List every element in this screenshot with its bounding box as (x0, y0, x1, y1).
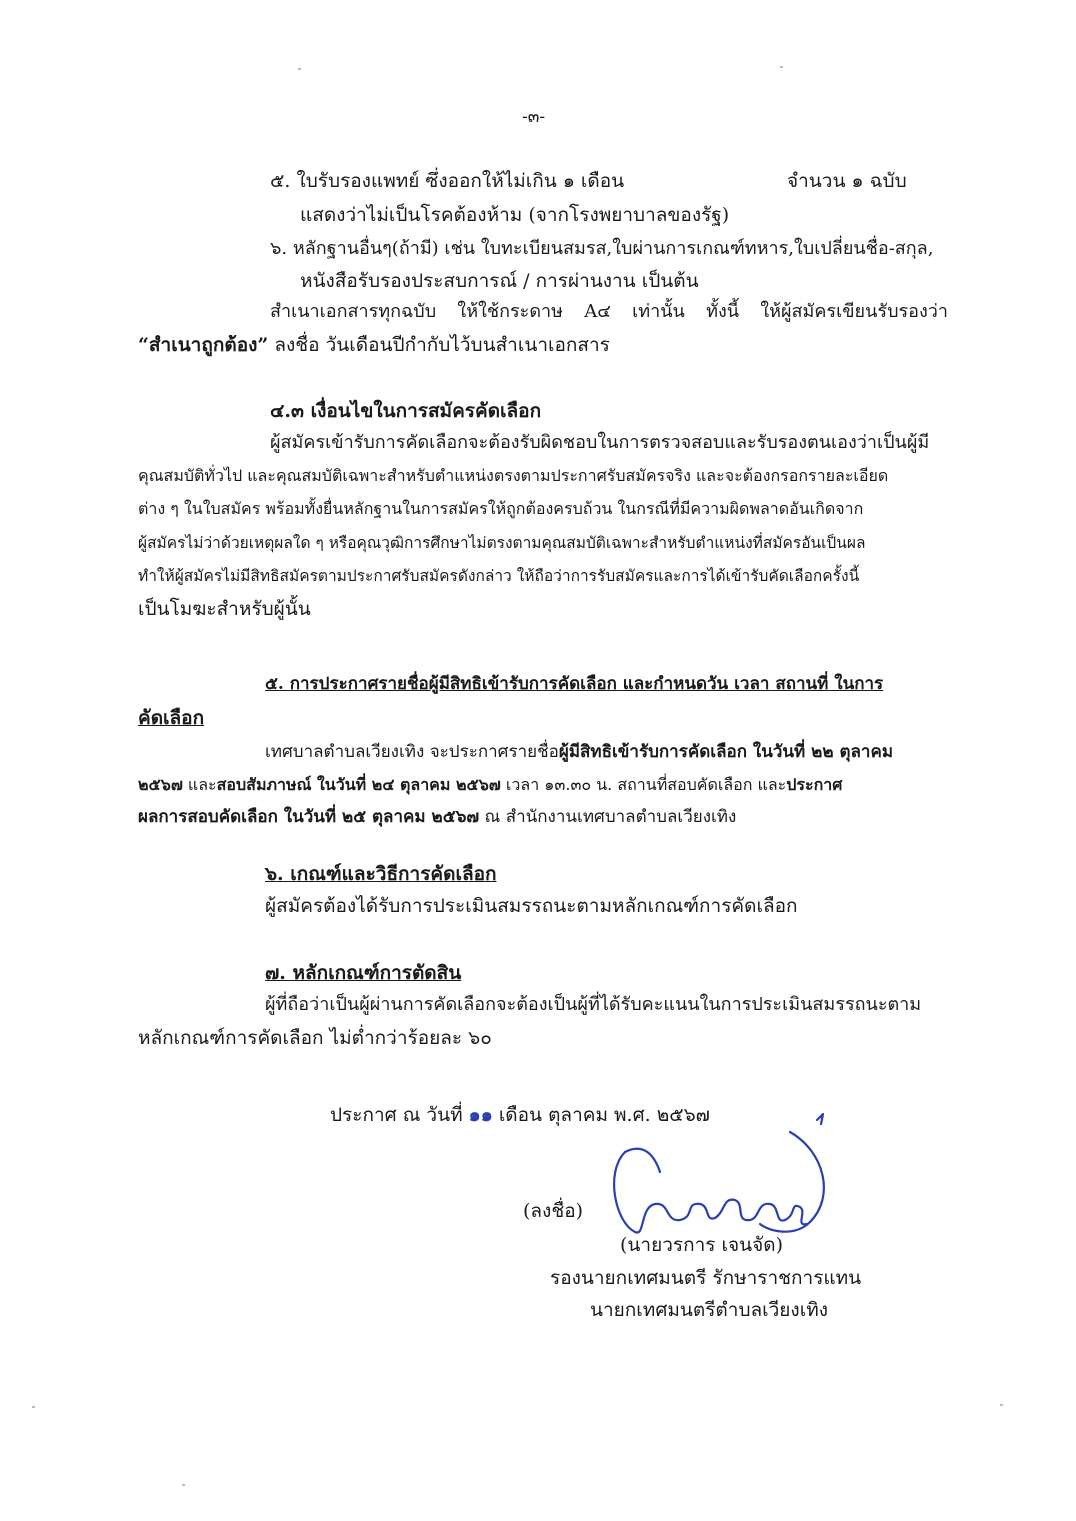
section-5-heading-line-1: ๕. การประกาศรายชื่อผู้มีสิทธิเข้ารับการคัดเลือก และกำหนดวัน เวลา สถานที่ ในการ (265, 674, 884, 694)
section-5-p2-e: ประกาศ (786, 775, 843, 794)
section-6-text: ผู้สมัครต้องได้รับการประเมินสมรรถนะตามหลักเกณฑ์การคัดเลือก (265, 895, 798, 917)
section-4-3-line-3: ต่าง ๆ ในใบสมัคร พร้อมทั้งยื่นหลักฐานในการสมัครให้ถูกต้องครบถ้วน ในกรณีที่มีความผิดพลาดอันเกิดจาก (138, 499, 864, 518)
section-4-3-line-4: ผู้สมัครไม่ว่าด้วยเหตุผลใด ๆ หรือคุณวุฒิการศึกษาไม่ตรงตามคุณสมบัติเฉพาะสำหรับตำแหน่งที่สมัครอันเป็นผล (138, 534, 866, 552)
scan-speck (298, 68, 301, 70)
item-5-label: ๕. ใบรับรองแพทย์ ซึ่งออกให้ไม่เกิน ๑ เดือน (270, 170, 625, 192)
section-5-heading-line-2: คัดเลือก (138, 707, 205, 729)
section-7-heading: ๗. หลักเกณฑ์การตัดสิน (265, 962, 462, 984)
section-5-p2-d: เวลา ๑๓.๓๐ น. สถานที่สอบคัดเลือก และ (500, 775, 787, 794)
section-7-line-2: หลักเกณฑ์การคัดเลือก ไม่ต่ำกว่าร้อยละ ๖๐ (138, 1027, 492, 1049)
copy-note-quote: “สำเนาถูกต้อง” (138, 334, 269, 356)
section-4-3-line-2: คุณสมบัติทั่วไป และคุณสมบัติเฉพาะสำหรับตำแหน่งตรงตามประกาศรับสมัครจริง และจะต้องกรอกรายละเอียด (138, 466, 889, 485)
section-5-p2-b: และ (182, 775, 217, 794)
section-4-3-line-5: ทำให้ผู้สมัครไม่มีสิทธิสมัครตามประกาศรับสมัครดังกล่าว ให้ถือว่าการรับสมัครและการได้เข้ารับคัดเลือกครั้งนี้ (138, 567, 860, 585)
page-number: -๓- (522, 107, 546, 127)
section-5-p1-a: เทศบาลตำบลเวียงเทิง จะประกาศรายชื่อ (265, 742, 559, 762)
signer-title-line-1: รองนายกเทศมนตรี รักษาราชการแทน (550, 1267, 862, 1289)
scan-speck (780, 66, 783, 68)
copy-note-rest: ลงชื่อ วันเดือนปีกำกับไว้บนสำเนาเอกสาร (268, 334, 610, 356)
scan-speck (1000, 1404, 1003, 1406)
section-4-3-heading: ๔.๓ เงื่อนไขในการสมัครคัดเลือก (270, 400, 542, 422)
announcement-day: ๑๑ (468, 1104, 493, 1126)
section-7-line-1: ผู้ที่ถือว่าเป็นผู้ผ่านการคัดเลือกจะต้องเป็นผู้ที่ได้รับคะแนนในการประเมินสมรรถนะตาม (265, 994, 922, 1015)
copy-note-line-2 (138, 333, 610, 357)
section-5-paragraph-line-3 (138, 805, 736, 829)
scan-speck (32, 1406, 35, 1408)
item-5-count: จำนวน ๑ ฉบับ (787, 170, 907, 192)
signer-name: (นายวรการ เจนจัด) (620, 1234, 783, 1256)
section-5-p2-a: ๒๕๖๗ (138, 775, 183, 794)
section-5-paragraph-line-2 (138, 773, 842, 797)
section-4-3-line-1: ผู้สมัครเข้ารับการคัดเลือกจะต้องรับผิดชอบในการตรวจสอบและรับรองตนเองว่าเป็นผู้มี (270, 432, 930, 453)
sign-label: (ลงชื่อ) (523, 1200, 584, 1222)
item-5-continuation: แสดงว่าไม่เป็นโรคต้องห้าม (จากโรงพยาบาลของรัฐ) (300, 204, 730, 226)
section-5-p1-b: ผู้มีสิทธิเข้ารับการคัดเลือก ในวันที่ ๒๒ ตุลาคม (558, 742, 894, 762)
section-5-p2-c: สอบสัมภาษณ์ ในวันที่ ๒๔ ตุลาคม ๒๕๖๗ (216, 775, 501, 794)
item-6-line-2: หนังสือรับรองประสบการณ์ / การผ่านงาน เป็นต้น (300, 270, 699, 292)
copy-note-line-1: สำเนาเอกสารทุกฉบับ ให้ใช้กระดาษ A๔ เท่านั้น ทั้งนี้ ให้ผู้สมัครเขียนรับรองว่า (270, 301, 948, 322)
item-6-line-1: ๖. หลักฐานอื่นๆ(ถ้ามี) เช่น ใบทะเบียนสมรส,ใบผ่านการเกณฑ์ทหาร,ใบเปลี่ยนชื่อ-สกุล, (270, 238, 934, 259)
signer-title-line-2: นายกเทศมนตรีตำบลเวียงเทิง (590, 1299, 829, 1321)
section-5-p3-a: ผลการสอบคัดเลือก ในวันที่ ๒๕ ตุลาคม ๒๕๖๗ (138, 807, 480, 827)
scan-speck (182, 1484, 185, 1486)
section-6-heading: ๖. เกณฑ์และวิธีการคัดเลือก (265, 863, 497, 885)
section-4-3-line-6: เป็นโมฆะสำหรับผู้นั้น (138, 598, 311, 620)
announcement-suffix: เดือน ตุลาคม พ.ศ. ๒๕๖๗ (498, 1104, 710, 1126)
section-5-paragraph-line-1 (265, 740, 893, 764)
announcement-prefix: ประกาศ ณ วันที่ (330, 1104, 463, 1126)
section-5-p3-b: ณ สำนักงานเทศบาลตำบลเวียงเทิง (479, 807, 737, 827)
